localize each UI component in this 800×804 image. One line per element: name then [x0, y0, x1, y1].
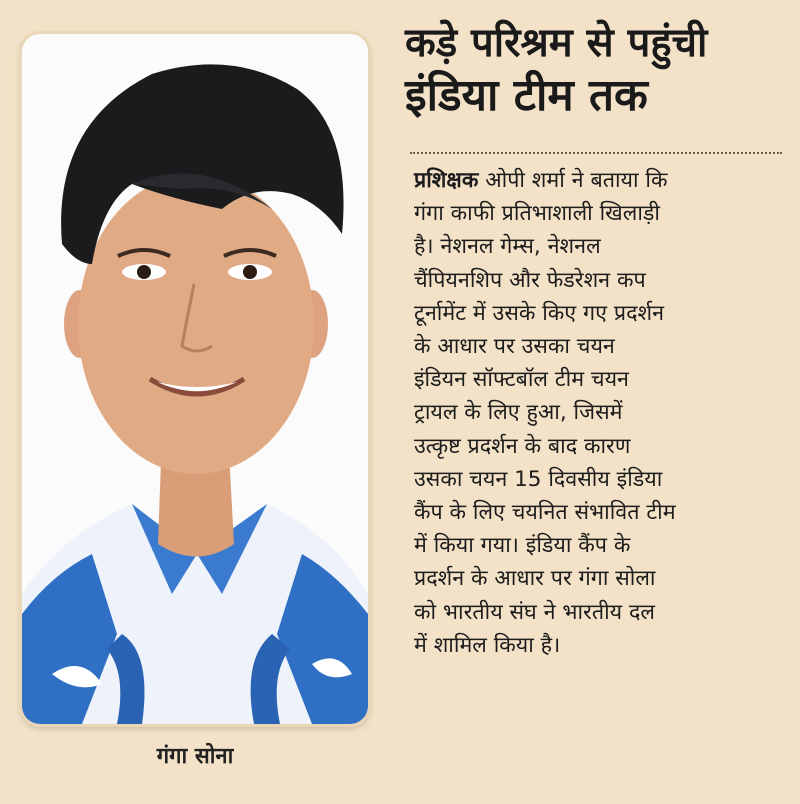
portrait-photo — [22, 34, 368, 724]
article-body — [414, 164, 786, 662]
article-line: उत्कृष्ट प्रदर्शन के बाद कारण — [414, 433, 631, 459]
article-line: ट्रायल के लिए हुआ, जिसमें — [414, 400, 623, 426]
headline-line-1: कड़े परिश्रम से पहुंची — [405, 20, 708, 66]
article-lead-rest: ओपी शर्मा ने बताया कि — [478, 168, 668, 193]
photo-caption: गंगा सोना — [156, 744, 234, 769]
article-line: में शामिल किया है। — [414, 632, 561, 658]
article-line: गंगा काफी प्रतिभाशाली खिलाड़ी — [414, 201, 660, 227]
headline — [405, 18, 785, 124]
article-line: के आधार पर उसका चयन — [414, 334, 615, 360]
article-line: उसका चयन 15 दिवसीय इंडिया — [414, 466, 663, 492]
article-line: चैंपियनशिप और फेडरेशन कप — [414, 267, 646, 293]
article-line: कैंप के लिए चयनित संभावित टीम — [414, 500, 676, 526]
headline-line-2: इंडिया टीम तक — [405, 70, 648, 121]
article-line: प्रदर्शन के आधार पर गंगा सोला — [414, 566, 656, 592]
article-line: को भारतीय संघ ने भारतीय दल — [414, 599, 655, 625]
article-line: में किया गया। इंडिया कैंप के — [414, 533, 631, 559]
article-line: इंडियन सॉफ्टबॉल टीम चयन — [414, 367, 629, 393]
article-line — [414, 164, 786, 197]
article-line: टूर्नामेंट में उसके किए गए प्रदर्शन — [414, 300, 665, 326]
article-lead: प्रशिक्षक — [414, 168, 479, 193]
dotted-divider — [410, 152, 782, 154]
article-line: है। नेशनल गेम्स, नेशनल — [414, 234, 601, 260]
portrait-illustration — [22, 34, 368, 724]
